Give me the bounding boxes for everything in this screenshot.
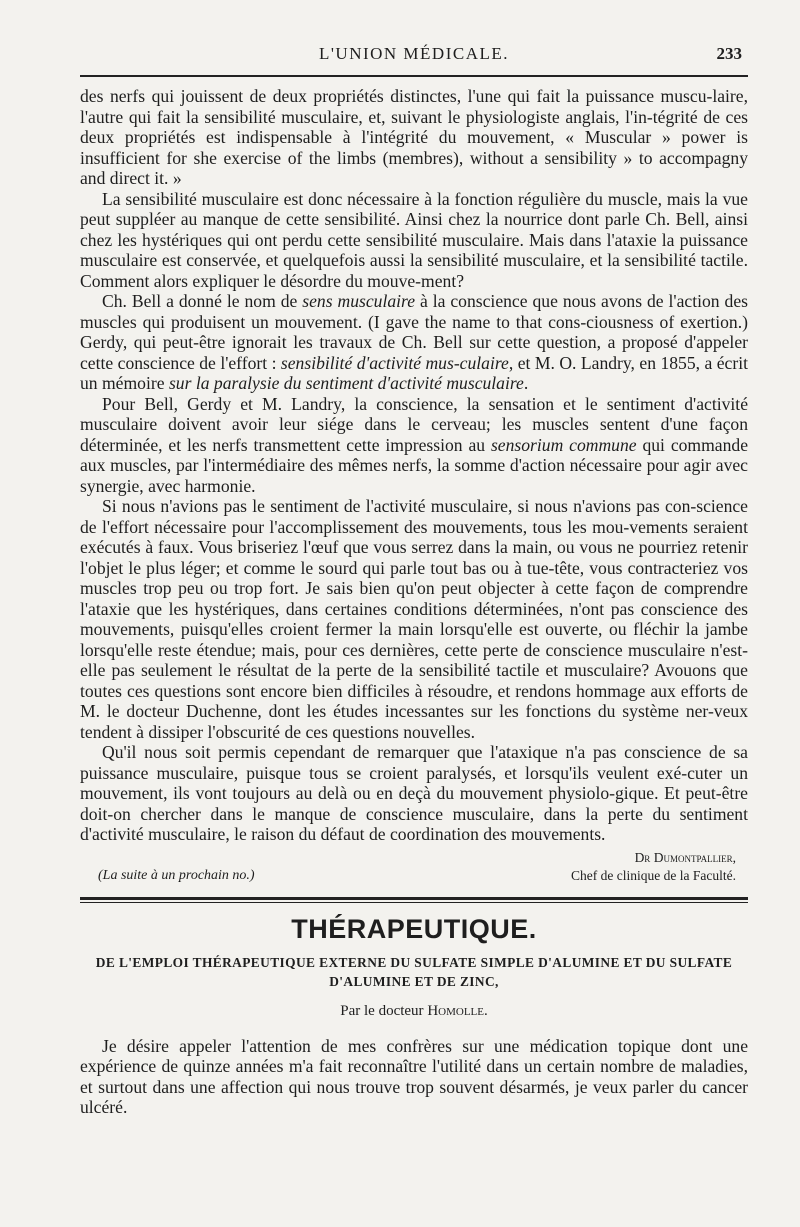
text-run: Ch. Bell a donné le nom de (102, 291, 303, 311)
author-title: Chef de clinique de la Faculté. (571, 867, 736, 883)
continued-note: (La suite à un prochain no.) (98, 867, 255, 883)
paragraph (80, 291, 748, 394)
article-title: DE L'EMPLOI THÉRAPEUTIQUE EXTERNE DU SULFATE SIMPLE D'ALUMINE ET DU SULFATE D'ALUMINE ET DE ZINC, (95, 955, 733, 989)
text-run: Si nous n'avions pas le sentiment de l'activité musculaire, si nous n'avions pas con-science de l'effort nécessaire pour l'accomplissement des mouvements, tous les mou-vements seraient exécutés à faux. Vous briseriez l'œuf que vous serrez dans la main, ou vous ne pourriez retenir l'objet le plus léger; et comme le sourd qui parle tout bas ou à tue-tête, vous contracteriez vos muscles trop peu ou trop fort. Je sais bien qu'on peut objecter à cette façon de comprendre l'ataxie que les hystériques, dans certaines conditions déterminées, n'ont pas conscience des mouvements, puisqu'elles croient fermer la main lorsqu'elle est ouverte, ou fléchir la jambe lorsqu'elle reste étendue; mais, pour ces dernières, cette perte de conscience musculaire n'est-elle pas seulement le résultat de la perte de la sensibilité tactile et musculaire? Avouons que toutes ces questions sont encore bien difficiles à résoudre, et rendons hommage aux efforts de M. le docteur Duchenne, dont les études incessantes sur les fonctions du système ner-veux tendent à dissiper l'obscurité de ces questions nouvelles. (80, 496, 748, 742)
author-name (635, 850, 736, 865)
paragraph (80, 394, 748, 497)
author-surname: Dumontpallier (653, 849, 733, 865)
section-divider (80, 897, 748, 903)
text-run: Je désire appeler l'attention de mes confrères sur une médication topique dont une expérience de quinze années m'a fait reconnaître l'utilité dans un certain nombre de maladies, et surtout dans une affection qui nous trouve trop souvent désarmés, je veux parler du cancer ulcéré. (80, 1035, 748, 1117)
text-run: à la conscience que nous avons de l'action des muscles qui produisent un mouvement. (I gave the name to that cons-ciousness of exertion.) Gerdy, qui peut-être ignorait les travaux de Ch. Bell sur cette question, a proposé d'appeler cette conscience de l'effort : (80, 291, 748, 373)
signature (571, 849, 748, 885)
running-title: L'UNION MÉDICALE. (318, 44, 510, 63)
text-run: Qu'il nous soit permis cependant de remarquer que l'ataxique n'a pas conscience de sa puissance musculaire, puisque tous se croient paralysés, et lorsqu'ils veulent exé-cuter un mouvement, ils vont toujours au delà ou en deçà du mouvement physiolo-gique. Et peut-être doit-on chercher dans le manque de conscience musculaire, dans la perte du sentiment d'activité musculaire, le raison du défaut de coordination des mouvements. (80, 742, 748, 844)
text-run: Pour Bell, Gerdy et M. Landry, la conscience, la sensation et le sentiment d'activité musculaire doivent avoir leur siége dans le cerveau; les muscles sentent d'une façon déterminée, et les nerfs transmettent cette impression au (80, 393, 748, 455)
text-run: des nerfs qui jouissent de deux propriétés distinctes, l'une qui fait la puissance muscu-laire, l'autre qui fait la sensibilité musculaire, et, suivant le physiologiste anglais, l'in-tégrité de ces deux propriétés est indispensable à l'intégrité du mouvement, « Muscular » power is insufficient for she exercise of the limbs (membres), without a sensibility » to accompagny and direct it. » (80, 86, 748, 188)
italic-text: sensibilité d'activité mus-culaire (280, 352, 509, 373)
byline-prefix: Par le docteur (340, 1003, 428, 1019)
text-run: La sensibilité musculaire est donc nécessaire à la fonction régulière du muscle, mais la vue peut suppléer au manque de cette sensibilité. Ainsi chez la nourrice dont parle Ch. Bell, ainsi chez les hystériques qui ont perdu cette sensibilité musculaire. Mais dans l'ataxie la puissance musculaire est conservée, et quelquefois aussi la sensibilité musculaire, et la sensibilité tactile. Comment alors expliquer le désordre du mouve-ment? (80, 188, 748, 291)
article-continuation (80, 86, 748, 845)
paragraph (80, 86, 748, 189)
paragraph (80, 742, 748, 845)
text-run: qui commande aux muscles, par l'intermédiaire des mêmes nerfs, la somme d'action nécessaire pour agir avec synergie, avec harmonie. (80, 434, 749, 496)
byline (80, 1001, 748, 1022)
paragraph (80, 496, 748, 742)
italic-text: sens musculaire (302, 291, 416, 311)
italic-text: sur la paralysie du sentiment d'activité musculaire (168, 373, 524, 393)
author-suffix: , (732, 849, 736, 865)
text-run: . (523, 373, 529, 393)
body-text (80, 86, 748, 1118)
article-body (80, 1036, 748, 1118)
paragraph (80, 189, 748, 292)
signature-block (80, 849, 748, 885)
text-run: , et M. O. Landry, en 1855, a écrit un mémoire (80, 352, 748, 393)
author-prefix: Dr (634, 849, 654, 865)
page-number: 233 (716, 44, 742, 63)
page-header (80, 44, 748, 68)
section-title: THÉRAPEUTIQUE. (291, 913, 537, 944)
header-rule (80, 75, 748, 77)
byline-author: Homolle. (427, 1003, 488, 1019)
italic-text: sensorium commune (490, 434, 637, 455)
paragraph (80, 1036, 748, 1118)
